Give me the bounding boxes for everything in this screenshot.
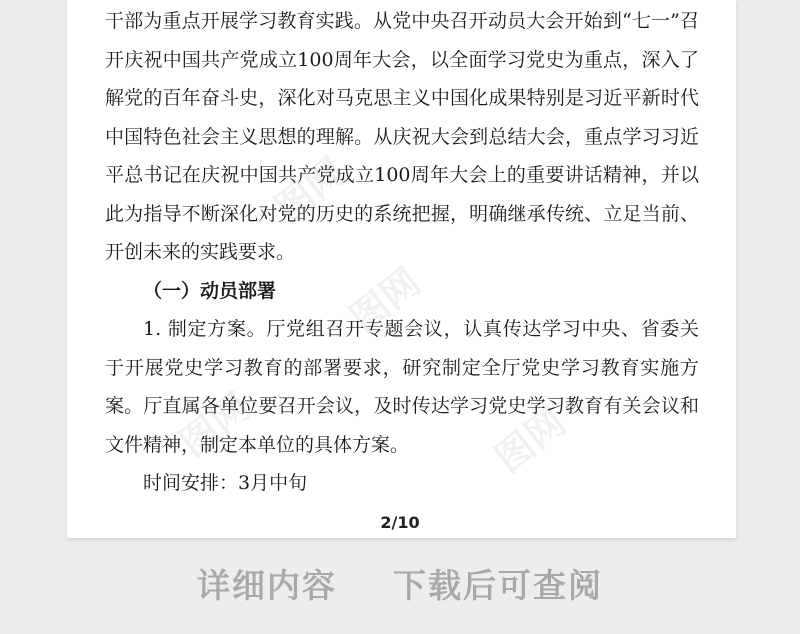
footer-download-text: 下载后可查阅 (393, 566, 603, 605)
watermark: 图网 (341, 259, 429, 341)
body-paragraph: 干部为重点开展学习教育实践。从党中央召开动员大会开始到“七一”召开庆祝中国共产党成立100周年大会，以全面学习党史为重点，深入了解党的百年奋斗史，深化对马克思主义中国化成果特别是习近平新时代中国特色社会主义思想的理解。从庆祝大会到总结大会，重点学习习近平总书记在庆祝中国共产党成立100周年大会上的重要讲话精神，并以此为指导不断深化对党的历史的系统把握，明确继承传统、立足当前、开创未来的实践要求。 (105, 10, 699, 263)
document-body (105, 2, 699, 503)
page-number: 2/10 (380, 513, 420, 532)
footer-banner (0, 560, 800, 607)
watermark: 图网 (171, 384, 259, 466)
footer-detail-text: 详细内容 (197, 566, 337, 605)
watermark: 图网 (486, 399, 574, 481)
watermark: 图网 (266, 149, 354, 231)
schedule-text: 时间安排：3月中旬 (143, 472, 308, 494)
body-paragraph-item1: 1. 制定方案。厅党组召开专题会议，认真传达学习中央、省委关于开展党史学习教育的部署要求，研究制定全厅党史学习教育实施方案。厅直属各单位要召开会议，及时传达学习党史学习教育有关会议和文件精神，制定本单位的具体方案。 (105, 318, 699, 456)
section-heading: （一）动员部署 (143, 279, 277, 302)
